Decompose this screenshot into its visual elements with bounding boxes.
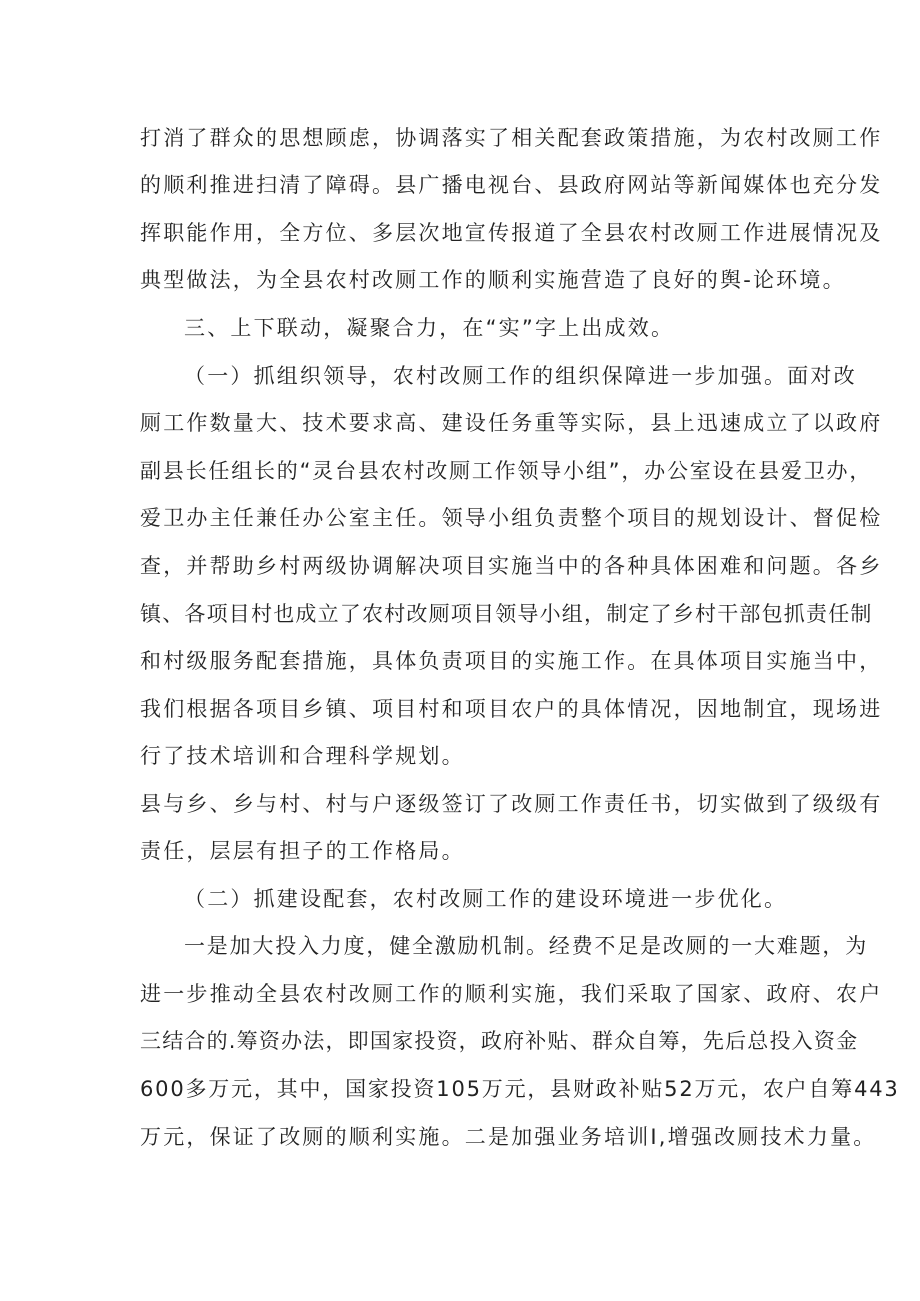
text-line-1: 打消了群众的思想顾虑，协调落实了相关配套政策措施，为农村改厕工作 xyxy=(140,126,883,150)
text-line-18: 一是加大投入力度，健全激励机制。经费不足是改厕的一大难题，为 xyxy=(184,934,868,958)
subheading-1: （一）抓组织领导，农村改厕工作的组织保障进一步加强。面对改 xyxy=(184,364,857,388)
text-line-8: 副县长任组长的“灵台县农村改厕工作领导小组”，办公室设在县爱卫办， xyxy=(140,459,873,483)
text-line-2: 的顺利推进扫清了障碍。县广播电视台、县政府网站等新闻媒体也充分发 xyxy=(140,173,883,197)
text-line-11: 镇、各项目村也成立了农村改厕项目领导小组，制定了乡村干部包抓责任制 xyxy=(140,602,873,626)
text-line-7: 厕工作数量大、技术要求高、建设任务重等实际，县上迅速成立了以政府 xyxy=(140,411,883,435)
text-line-12: 和村级服务配套措施，具体负责项目的实施工作。在具体项目实施当中， xyxy=(140,649,883,673)
text-line-21: 600多万元，其中，国家投资105万元，县财政补贴52万元，农户自筹443 xyxy=(140,1077,900,1101)
subheading-2: （二）抓建设配套，农村改厕工作的建设环境进一步优化。 xyxy=(184,887,788,911)
text-line-22: 万元，保证了改厕的顺利实施。二是加强业务培训I,增强改厕技术力量。 xyxy=(140,1125,877,1149)
text-line-19: 进一步推动全县农村改厕工作的顺利实施，我们采取了国家、政府、农户 xyxy=(140,982,883,1006)
section-heading-3: 三、上下联动，凝聚合力，在“实”字上出成效。 xyxy=(184,316,675,340)
text-line-14: 行了技术培训和合理科学规划。 xyxy=(140,744,465,768)
text-line-15: 县与乡、乡与村、村与户逐级签订了改厕工作责任书，切实做到了级级有 xyxy=(140,792,883,816)
text-line-4: 典型做法，为全县农村改厕工作的顺利实施营造了良好的舆-论环境。 xyxy=(140,268,846,292)
text-line-10: 查，并帮助乡村两级协调解决项目实施当中的各种具体困难和问题。各乡 xyxy=(140,554,883,578)
text-line-13: 我们根据各项目乡镇、项目村和项目农户的具体情况，因地制宜，现场进 xyxy=(140,697,883,721)
text-line-20: 三结合的.筹资办法，即国家投资，政府补贴、群众自筹，先后总投入资金 xyxy=(140,1029,859,1053)
text-line-9: 爱卫办主任兼任办公室主任。领导小组负责整个项目的规划设计、督促检 xyxy=(140,506,883,530)
text-line-3: 挥职能作用，全方位、多层次地宣传报道了全县农村改厕工作进展情况及 xyxy=(140,221,883,245)
text-line-16: 责任，层层有担子的工作格局。 xyxy=(140,839,465,863)
